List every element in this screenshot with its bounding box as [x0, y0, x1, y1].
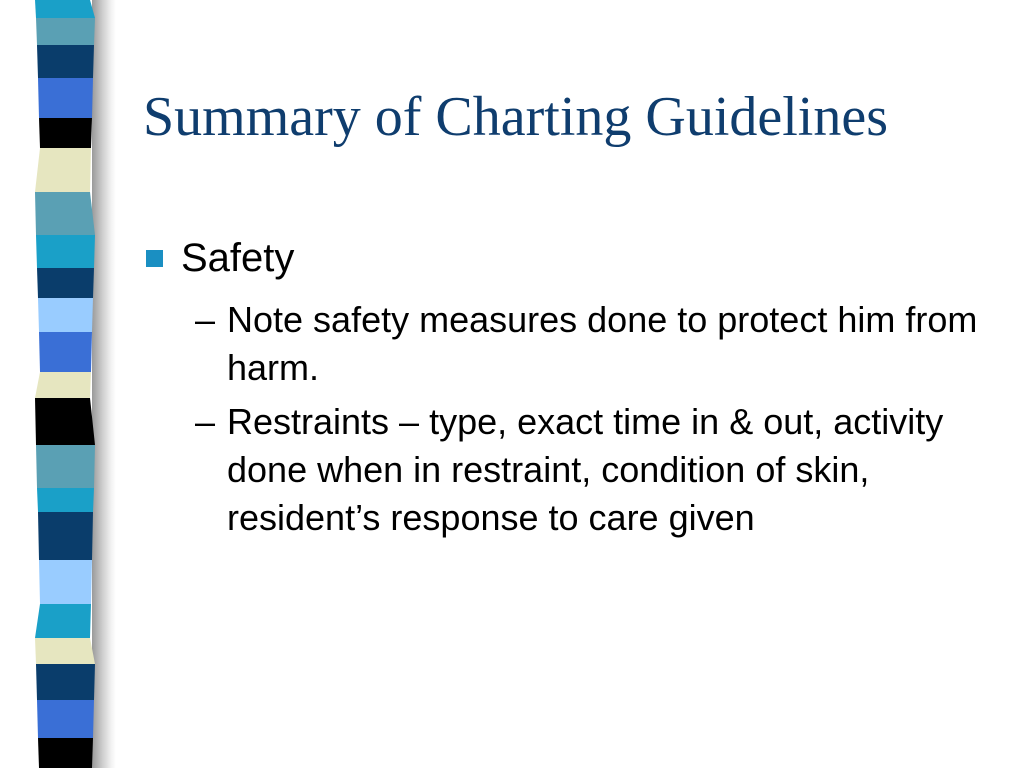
- stripe-segment: [38, 738, 93, 768]
- stripe-segment: [38, 298, 93, 332]
- sub-bullet-item: [143, 296, 993, 392]
- bullet-text: Safety: [181, 236, 295, 280]
- stripe-segment: [35, 604, 91, 638]
- bullet-item: [143, 232, 993, 284]
- stripe-segment: [37, 45, 94, 78]
- dash-marker: –: [195, 299, 216, 340]
- sub-bullet-list: [143, 296, 993, 542]
- sub-bullet-text: Note safety measures done to protect him from harm.: [227, 299, 978, 388]
- stripe-segment: [36, 18, 95, 45]
- stripe-segment: [36, 445, 95, 488]
- stripe-segment: [37, 488, 94, 512]
- stripe-segment: [36, 664, 95, 700]
- sub-bullet-text: Restraints – type, exact time in & out, activity done when in restraint, condition of skin, resident’s response to care given: [227, 401, 944, 538]
- stripe-segment: [38, 512, 93, 560]
- stripe-segment: [39, 332, 92, 372]
- dash-marker: –: [195, 401, 216, 442]
- sub-bullet-item: [143, 398, 993, 542]
- stripe-segment: [39, 560, 92, 604]
- stripe-segment: [35, 372, 91, 398]
- stripe-segment: [35, 0, 95, 18]
- slide-title: Summary of Charting Guidelines: [143, 86, 889, 148]
- stripe-segment: [36, 235, 95, 268]
- stripe-segment: [39, 118, 92, 148]
- square-bullet-icon: [146, 250, 163, 267]
- stripe-segment: [37, 268, 94, 298]
- stripe-segment: [35, 148, 91, 192]
- stripe-segment: [35, 638, 95, 664]
- slide-content: [143, 232, 993, 548]
- stripe-segment: [38, 78, 93, 118]
- stripe-segment: [35, 398, 95, 445]
- stripe-segment: [37, 700, 94, 738]
- stripe-segment: [35, 192, 95, 235]
